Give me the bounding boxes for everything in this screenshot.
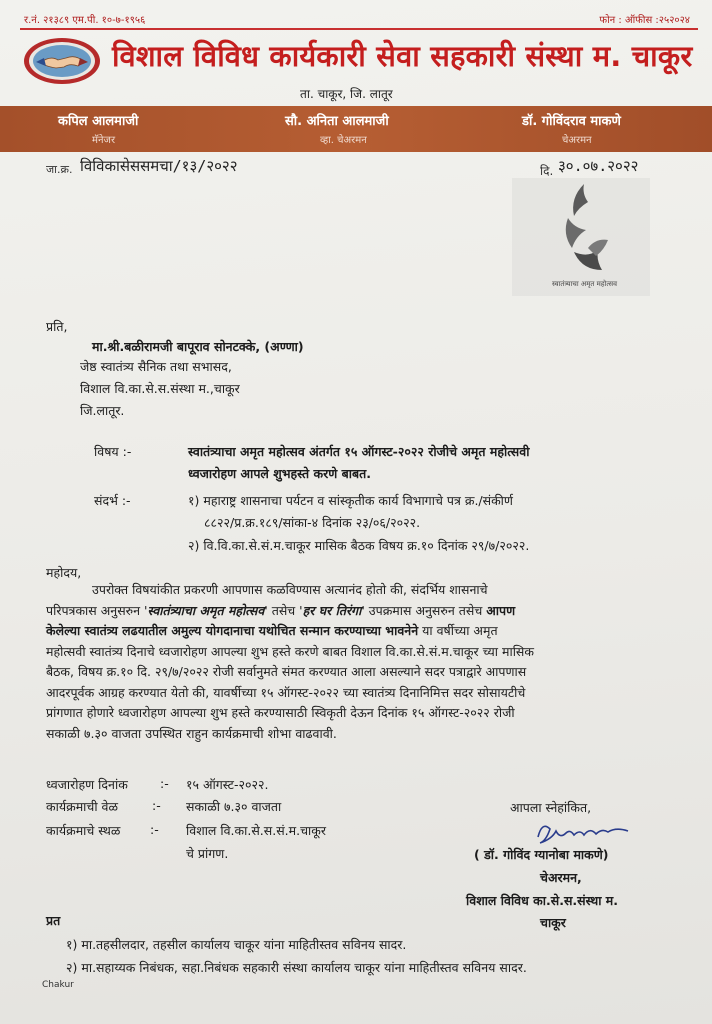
salutation: महोदय, bbox=[46, 565, 82, 580]
body-line: उपरोक्त विषयांकीत प्रकरणी आपणास कळविण्यास अत्यानंद होतो की, संदर्भिय शासनाचे bbox=[92, 582, 488, 597]
recipient-line-2: जेष्ठ स्वातंत्र्य सैनिक तथा सभासद, bbox=[80, 359, 232, 374]
amrit-mahotsav-phrase: स्वातंत्र्याचा अमृत महोत्सव bbox=[147, 602, 265, 618]
detail-sep: :- bbox=[160, 776, 169, 791]
detail-value-venue: विशाल वि.का.से.स.सं.म.चाकूर bbox=[186, 823, 326, 838]
body-line: प्रांगणात होणारे ध्वजारोहण आपल्या शुभ हस्ते करण्यासाठी स्विकृती देऊन दिनांक १५ ऑगस्ट-२०२२ रोजी bbox=[46, 705, 515, 720]
organization-address: ता. चाकूर, जि. लातूर bbox=[300, 87, 393, 101]
amrit-mahotsav-emblem-icon bbox=[512, 178, 650, 296]
detail-label-date: ध्वजारोहण दिनांक bbox=[46, 777, 128, 792]
footer-text: Chakur bbox=[42, 980, 74, 990]
subject-line-1: स्वातंत्र्याचा अमृत महोत्सव अंतर्गत १५ ऑगस्ट-२०२२ रोजीचे अमृत महोत्सवी bbox=[188, 444, 530, 459]
reference-section-label: संदर्भ :- bbox=[94, 493, 131, 508]
registration-number: र.नं. २१३८९ एम.पी. १०-७-१९५६ bbox=[24, 15, 146, 26]
closing-regards: आपला स्नेहांकित, bbox=[510, 800, 592, 815]
body-paragraph bbox=[46, 580, 670, 744]
officials-band bbox=[0, 106, 712, 152]
body-line: परिपत्रकास अनुसरुन 'स्वातंत्र्याचा अमृत महोत्सव' तसेच 'हर घर तिरंगा' उपक्रमास अनुसरुन तसेच आपण bbox=[46, 602, 516, 618]
signer-place: चाकूर bbox=[540, 915, 566, 930]
reference-item-1: १) महाराष्ट्र शासनाचा पर्यटन व सांस्कृतीक कार्य विभागाचे पत्र क्र./संकीर्ण bbox=[188, 493, 513, 508]
date-label: दि. bbox=[540, 164, 554, 178]
to-prefix: प्रति, bbox=[46, 319, 68, 334]
organization-name: विशाल विविध कार्यकारी सेवा सहकारी संस्था म. चाकूर bbox=[112, 39, 693, 73]
copy-item-1: १) मा.तहसीलदार, तहसील कार्यालय चाकूर यांना माहितीस्तव सविनय सादर. bbox=[66, 937, 407, 952]
body-line: केलेल्या स्वातंत्र्य लढयातील अमुल्य योगदानाचा यथोचित सन्मान करण्याच्या भावनेने या वर्षीच्या अमृत bbox=[46, 623, 498, 638]
body-line: सकाळी ७.३० वाजता उपस्थित राहुन कार्यक्रमाची शोभा वाढवावी. bbox=[46, 725, 337, 741]
body-line: महोत्सवी स्वातंत्र्य दिनाचे ध्वजारोहण आपल्या शुभ हस्ते करणे बाबत विशाल वि.का.से.सं.म.चाकूर च्या मासिक bbox=[46, 643, 534, 659]
header-rule bbox=[20, 28, 698, 30]
recipient-name: मा.श्री.बळीरामजी बापूराव सोनटक्के, (अण्णा) bbox=[92, 339, 304, 354]
copy-item-2: २) मा.सहाय्यक निबंधक, सहा.निबंधक सहकारी संस्था कार्यालय चाकूर यांना माहितीस्तव सविनय सादर. bbox=[66, 960, 527, 975]
detail-sep: :- bbox=[152, 798, 161, 813]
detail-value-time: सकाळी ७.३० वाजता bbox=[186, 799, 282, 814]
reference-item-1-cont: ८८२२/प्र.क्र.१८९/सांका-४ दिनांक २३/०६/२०२२. bbox=[204, 515, 421, 530]
phone-number: फोन : ऑफीस :२५२०२४ bbox=[599, 15, 690, 26]
copies-label: प्रत bbox=[46, 913, 61, 928]
manager-name: कपिल आलमाजी bbox=[58, 114, 139, 129]
detail-value-venue-cont: चे प्रांगण. bbox=[186, 846, 229, 861]
signer-designation: चेअरमन, bbox=[540, 870, 582, 885]
body-line: आदरपूर्वक आग्रह करण्यात येतो की, यावर्षीच्या १५ ऑगस्ट-२०२२ च्या स्वातंत्र्य दिनानिमित्त सदर सोसायटीचे bbox=[46, 684, 526, 700]
reference-label: जा.क्र. bbox=[46, 163, 73, 176]
detail-label-venue: कार्यक्रमाचे स्थळ bbox=[46, 823, 121, 838]
reference-number: विविकासेससमचा/१३/२०२२ bbox=[80, 157, 238, 175]
signer-organization: विशाल विविध का.से.स.संस्था म. bbox=[466, 893, 619, 908]
signature-icon bbox=[532, 817, 632, 847]
recipient-line-3: विशाल वि.का.से.स.संस्था म.,चाकूर bbox=[80, 381, 240, 396]
manager-role: मॅनेजर bbox=[92, 135, 116, 146]
detail-value-date: १५ ऑगस्ट-२०२२. bbox=[186, 777, 269, 792]
letter-date: ३०.०७.२०२२ bbox=[558, 157, 639, 175]
signer-name: ( डॉ. गोविंद ग्यानोबा माकणे) bbox=[474, 847, 609, 862]
body-line: बैठक, विषय क्र.१० दि. २९/७/२०२२ रोजी सर्वानुमते संमत करण्यात आला असल्याने सदर पत्राद्वारे आपणास bbox=[46, 664, 527, 679]
subject-label: विषय :- bbox=[94, 444, 132, 459]
handshake-logo-icon bbox=[22, 36, 102, 86]
recipient-line-4: जि.लातूर. bbox=[80, 403, 125, 418]
emblem-caption: स्वातंत्र्याचा अमृत महोत्सव bbox=[552, 280, 617, 288]
reference-item-2: २) वि.वि.का.से.सं.म.चाकूर मासिक बैठक विषय क्र.१० दिनांक २९/७/२०२२. bbox=[188, 538, 530, 553]
chairman-name: डॉ. गोविंदराव माकणे bbox=[522, 114, 621, 129]
subject-line-2: ध्वजारोहण आपले शुभहस्ते करणे बाबत. bbox=[188, 466, 371, 481]
detail-sep: :- bbox=[150, 822, 159, 837]
chairman-role: चेअरमन bbox=[562, 135, 592, 146]
vice-chairman-name: सौ. अनिता आलमाजी bbox=[285, 114, 389, 129]
har-ghar-tiranga-phrase: हर घर तिरंगा bbox=[302, 602, 362, 618]
vice-chairman-role: व्हा. चेअरमन bbox=[320, 135, 367, 146]
detail-label-time: कार्यक्रमाची वेळ bbox=[46, 799, 118, 814]
